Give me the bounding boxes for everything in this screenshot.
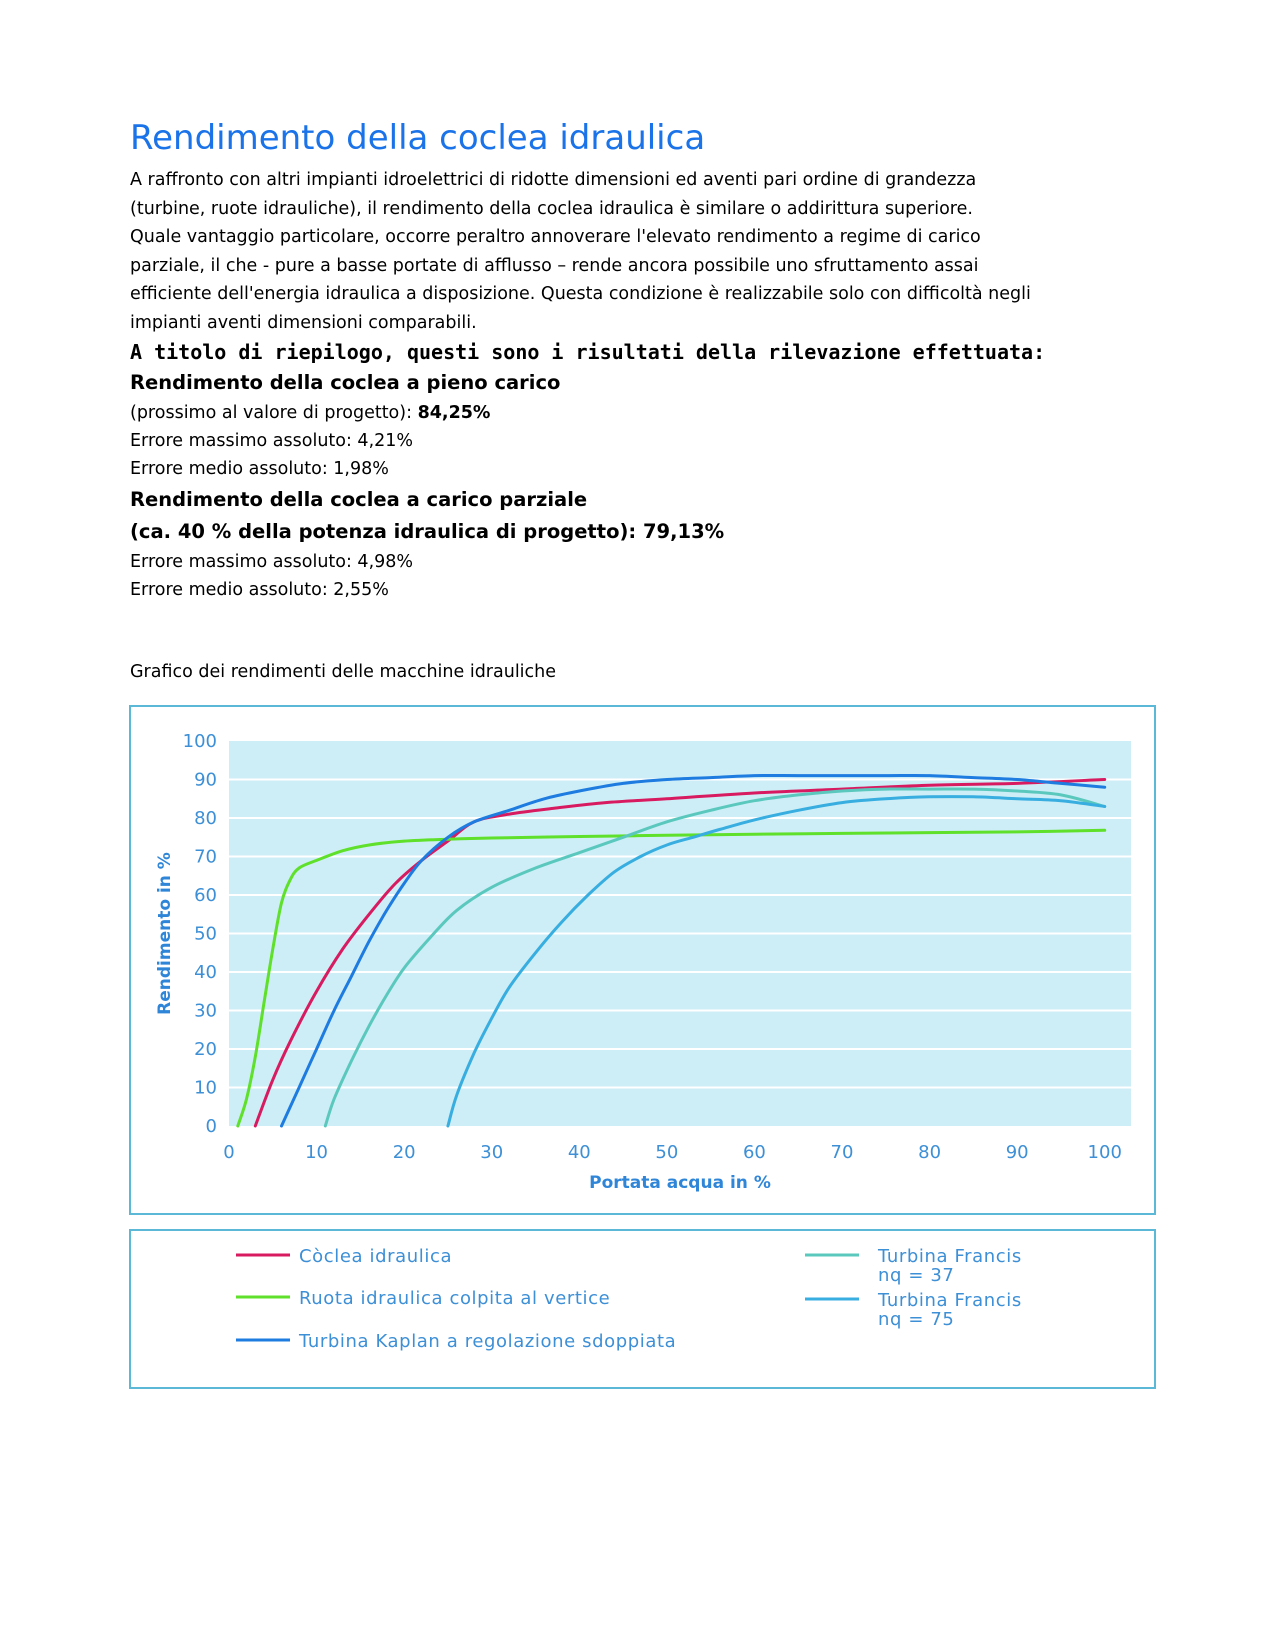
x-tick-label: 70 — [830, 1142, 854, 1163]
legend-label: Turbina Francis — [878, 1290, 1022, 1311]
y-tick-label: 10 — [194, 1077, 217, 1099]
x-tick-label: 60 — [742, 1142, 766, 1163]
partial-load-heading: Rendimento della coclea a carico parziale — [130, 488, 588, 511]
partial-load-value-line: (ca. 40 % della potenza idraulica di progetto): 79,13% — [130, 520, 725, 543]
x-tick-label: 50 — [655, 1142, 679, 1163]
intro-line: parziale, il che - pure a basse portate di afflusso – rende ancora possibile uno sfruttamento assai — [130, 255, 979, 276]
x-tick-label: 80 — [918, 1142, 942, 1163]
legend-label: Ruota idraulica colpita al vertice — [299, 1288, 611, 1309]
x-tick-label: 0 — [223, 1142, 235, 1163]
x-tick-label: 100 — [1087, 1142, 1122, 1163]
legend-label: nq = 75 — [878, 1309, 955, 1330]
partial-load-mean-error: Errore medio assoluto: 2,55% — [130, 580, 389, 600]
full-load-heading: Rendimento della coclea a pieno carico — [130, 371, 561, 394]
intro-line: Quale vantaggio particolare, occorre peraltro annoverare l'elevato rendimento a regime di carico — [130, 227, 981, 248]
y-tick-label: 50 — [194, 923, 217, 945]
x-tick-label: 20 — [392, 1142, 416, 1163]
full-load-value: 84,25% — [417, 403, 491, 423]
full-load-value-label: (prossimo al valore di progetto): — [130, 403, 418, 423]
intro-line: impianti aventi dimensioni comparabili. — [130, 312, 477, 333]
full-load-max-error: Errore massimo assoluto: 4,21% — [130, 431, 414, 451]
x-tick-label: 90 — [1005, 1142, 1029, 1163]
summary-intro: A titolo di riepilogo, questi sono i risultati della rilevazione effettuata: — [130, 340, 1046, 364]
legend-label: Turbina Kaplan a regolazione sdoppiata — [299, 1331, 677, 1352]
x-tick-label: 40 — [567, 1142, 591, 1163]
y-tick-label: 30 — [194, 1000, 217, 1022]
x-tick-label: 10 — [305, 1142, 329, 1163]
intro-line: efficiente dell'energia idraulica a disposizione. Questa condizione è realizzabile solo con difficoltà negli — [130, 284, 1031, 305]
y-tick-label: 60 — [194, 885, 217, 906]
y-tick-label: 0 — [205, 1116, 217, 1137]
x-tick-label: 30 — [480, 1142, 504, 1163]
y-tick-label: 80 — [194, 808, 217, 829]
partial-load-max-error: Errore massimo assoluto: 4,98% — [130, 552, 414, 572]
chart-caption: Grafico dei rendimenti delle macchine idrauliche — [130, 662, 557, 682]
y-axis-title: Rendimento in % — [155, 852, 175, 1015]
legend-label: Còclea idraulica — [299, 1246, 453, 1267]
full-load-mean-error: Errore medio assoluto: 1,98% — [130, 459, 389, 479]
y-tick-label: 40 — [194, 962, 217, 983]
intro-line: (turbine, ruote idrauliche), il rendimento della coclea idraulica è similare o addirittura superiore. — [130, 198, 973, 219]
intro-line: A raffronto con altri impianti idroelettrici di ridotte dimensioni ed aventi pari ordine di grandezza — [130, 170, 977, 190]
y-tick-label: 70 — [194, 846, 217, 868]
legend-label: Turbina Francis — [878, 1246, 1022, 1267]
y-tick-label: 100 — [182, 731, 217, 752]
y-tick-label: 20 — [194, 1039, 217, 1060]
legend-label: nq = 37 — [878, 1265, 955, 1286]
page-title: Rendimento della coclea idraulica — [130, 118, 706, 158]
x-axis-title: Portata acqua in % — [589, 1173, 771, 1193]
y-tick-label: 90 — [194, 769, 217, 791]
